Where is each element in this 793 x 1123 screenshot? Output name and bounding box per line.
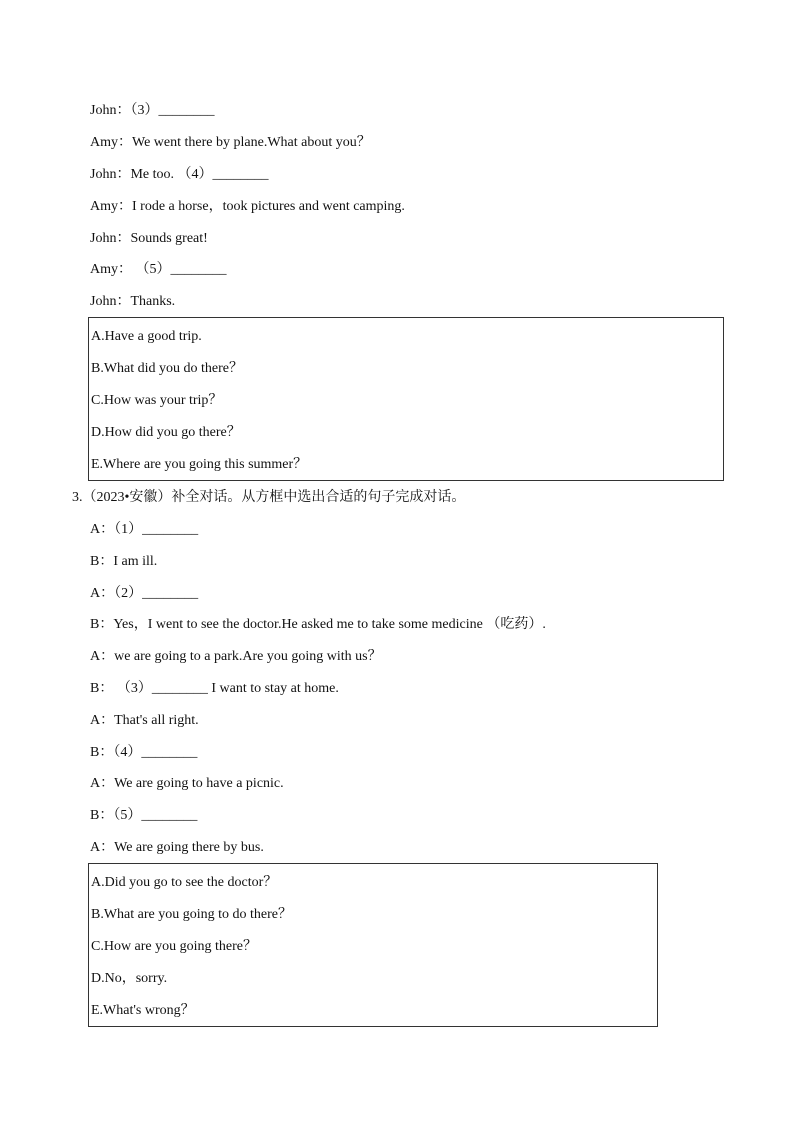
option-d: D.No，sorry. <box>91 971 168 986</box>
dialogue-line: A：That's all right. <box>90 713 199 728</box>
dialogue-line: John：Thanks. <box>90 294 176 309</box>
options-box <box>88 317 724 481</box>
dialogue-line: A：We are going there by bus. <box>90 840 264 855</box>
dialogue-line: A：We are going to have a picnic. <box>90 776 284 791</box>
option-c: C.How was your trip？ <box>91 393 223 408</box>
dialogue-line: B： （3）________ I want to stay at home. <box>90 681 339 696</box>
dialogue-line: John：Sounds great! <box>90 231 208 246</box>
dialogue-line: A：we are going to a park.Are you going with us？ <box>90 649 382 664</box>
dialogue-line: A：（1）________ <box>90 522 199 537</box>
dialogue-line: Amy：We went there by plane.What about you？ <box>90 135 371 150</box>
dialogue-line: A：（2）________ <box>90 586 199 601</box>
dialogue-line: B：Yes，I went to see the doctor.He asked me to take some medicine （吃药）. <box>90 617 546 632</box>
option-b: B.What are you going to do there？ <box>91 907 293 922</box>
dialogue-line: B：（5）________ <box>90 808 198 823</box>
option-a: A.Did you go to see the doctor？ <box>91 875 278 890</box>
dialogue-line: John：（3）________ <box>90 103 215 118</box>
option-e: E.Where are you going this summer？ <box>91 457 308 472</box>
options-box <box>88 863 658 1027</box>
dialogue-line: B：I am ill. <box>90 554 158 569</box>
dialogue-line: Amy： （5）________ <box>90 262 227 277</box>
option-a: A.Have a good trip. <box>91 329 202 344</box>
dialogue-line: B：（4）________ <box>90 745 198 760</box>
option-c: C.How are you going there？ <box>91 939 258 954</box>
option-b: B.What did you do there？ <box>91 361 244 376</box>
option-e: E.What's wrong？ <box>91 1003 195 1018</box>
option-d: D.How did you go there？ <box>91 425 241 440</box>
question-header: 3.（2023•安徽）补全对话。从方框中选出合适的句子完成对话。 <box>72 490 466 505</box>
dialogue-line: Amy：I rode a horse，took pictures and went camping. <box>90 199 405 214</box>
dialogue-line: John：Me too. （4）________ <box>90 167 269 182</box>
